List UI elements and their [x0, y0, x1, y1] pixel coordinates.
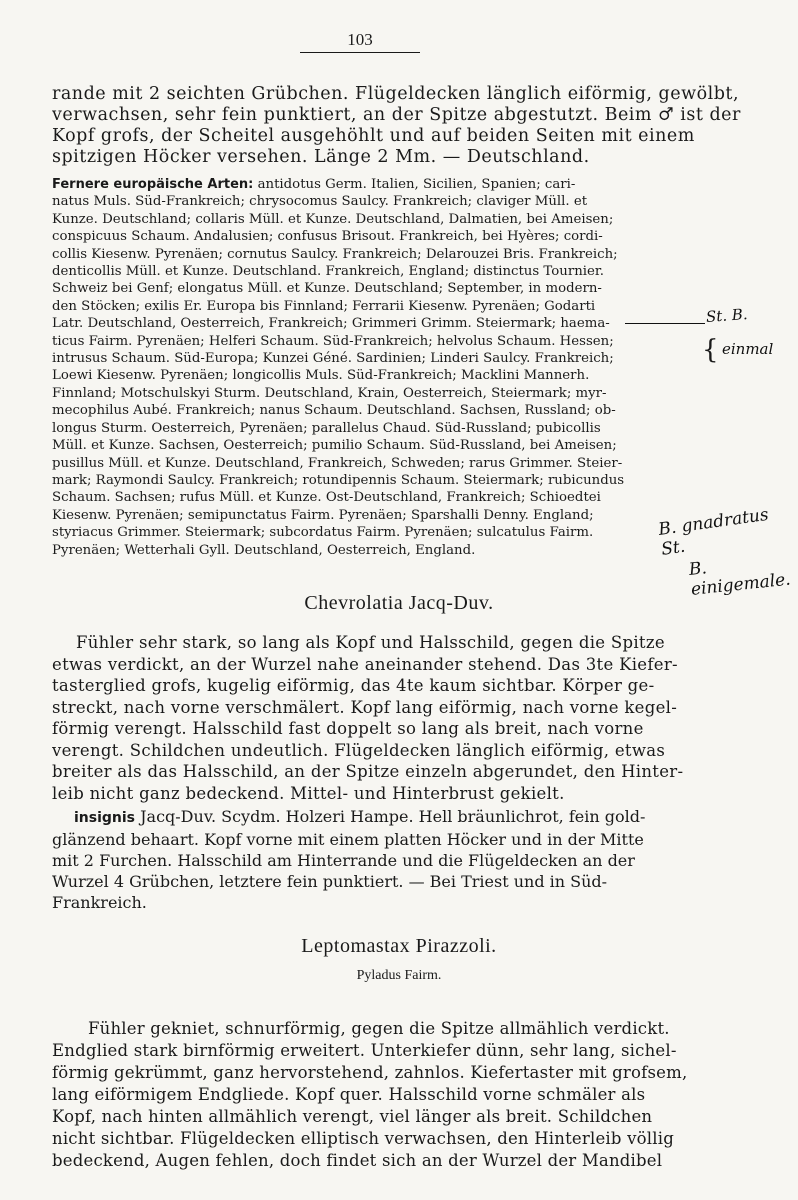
text-line: glänzend behaart. Kopf vorne mit einem platten Höcker und in der Mitte	[52, 830, 644, 849]
text-line: Endglied stark birnförmig erweitert. Unterkiefer dünn, sehr lang, sichel-	[52, 1041, 677, 1060]
synonym-line: Pyladus Fairm.	[356, 968, 442, 983]
text-line: pusillus Müll. et Kunze. Deutschland, Frankreich, Schweden; rarus Grimmer. Steier-	[52, 455, 623, 471]
paragraph-intro	[52, 84, 752, 168]
text-line: Loewi Kiesenw. Pyrenäen; longicollis Muls. Süd-Frankreich; Macklini Mannerh.	[52, 368, 590, 384]
text-line: Schaum. Sachsen; rufus Müll. et Kunze. Ost-Deutschland, Frankreich; Schioedtei	[52, 490, 601, 506]
text-line: Schweiz bei Genf; elongatus Müll. et Kunze. Deutschland; September, in modern-	[52, 281, 602, 297]
text-line: Latr. Deutschland, Oesterreich, Frankreich; Grimmeri Grimm. Steiermark; haema-	[52, 316, 610, 332]
text-line: spitzigen Höcker versehen. Länge 2 Mm. — Deutschland.	[52, 147, 590, 167]
handwritten-note: B. einigemale.	[687, 558, 792, 600]
text-line: Kiesenw. Pyrenäen; semipunctatus Fairm. Pyrenäen; Sparshalli Denny. England;	[52, 507, 594, 523]
handwritten-note: St. B.	[705, 305, 749, 326]
text-line: Frankreich.	[52, 893, 147, 912]
text-line: Kunze. Deutschland; collaris Müll. et Kunze. Deutschland, Dalmatien, bei Ameisen;	[52, 211, 614, 227]
text-line: förmig verengt. Halsschild fast doppelt so lang als breit, nach vorne	[52, 719, 644, 738]
section-heading-leptomastax: Leptomastax Pirazzoli.	[301, 935, 497, 957]
text-line: leib nicht ganz bedeckend. Mittel- und Hinterbrust gekielt.	[52, 783, 565, 803]
paragraph-leptomastax	[52, 1018, 752, 1172]
text-line: natus Muls. Süd-Frankreich; chrysocomus Saulcy. Frankreich; claviger Müll. et	[52, 194, 588, 210]
text-line: nicht sichtbar. Flügeldecken elliptisch verwachsen, den Hinterleib völlig	[52, 1129, 674, 1148]
section-heading-chevrolatia: Chevrolatia Jacq-Duv.	[304, 592, 494, 614]
page-number: 103	[300, 30, 420, 53]
text-line: Kopf grofs, der Scheitel ausgehöhlt und auf beiden Seiten mit einem	[52, 126, 695, 146]
text-line: denticollis Müll. et Kunze. Deutschland. Frankreich, England; distinctus Tournier.	[52, 264, 604, 280]
text-fragment: Jacq-Duv. Scydm. Holzeri Hampe. Hell bräunlichrot, fein gold-	[135, 807, 646, 826]
text-line: bedeckend, Augen fehlen, doch findet sich an der Wurzel der Mandibel	[52, 1151, 663, 1170]
text-line: verengt. Schildchen undeutlich. Flügeldecken länglich eiförmig, etwas	[52, 740, 666, 760]
text-line: mecophilus Aubé. Frankreich; nanus Schaum. Deutschland. Sachsen, Russland; ob-	[52, 403, 616, 419]
text-line: den Stöcken; exilis Er. Europa bis Finnland; Ferrarii Kiesenw. Pyrenäen; Godarti	[52, 298, 596, 314]
text-line: breiter als das Halsschild, an der Spitze einzeln abgerundet, den Hinter-	[52, 762, 684, 781]
handwritten-underline	[625, 323, 705, 324]
text-line: intrusus Schaum. Süd-Europa; Kunzei Géné. Sardinien; Linderi Saulcy. Frankreich;	[52, 351, 614, 367]
text-line: mark; Raymondi Saulcy. Frankreich; rotundipennis Schaum. Steiermark; rubicundus	[52, 472, 625, 488]
paragraph-chevrolatia	[52, 632, 752, 804]
text-line: longus Sturm. Oesterreich, Pyrenäen; parallelus Chaud. Süd-Russland; pubicollis	[52, 420, 601, 436]
text-line: Kopf, nach hinten allmählich verengt, viel länger als breit. Schildchen	[52, 1107, 653, 1126]
text-line: Wurzel 4 Grübchen, letztere fein punktiert. — Bei Triest und in Süd-	[52, 872, 608, 891]
text-line: collis Kiesenw. Pyrenäen; cornutus Saulcy. Frankreich; Delarouzei Bris. Frankreich;	[52, 246, 618, 262]
paragraph-species-list	[52, 176, 752, 559]
text-line: streckt, nach vorne verschmälert. Kopf lang eiförmig, nach vorne kegel-	[52, 697, 678, 717]
text-line: Finnland; Motschulskyi Sturm. Deutschland, Krain, Oesterreich, Steiermark; myr-	[52, 385, 607, 401]
handwritten-brace: {	[702, 335, 719, 365]
text-line: Fühler gekniet, schnurförmig, gegen die Spitze allmählich verdickt.	[88, 1019, 670, 1038]
species-list-heading: Fernere europäische Arten:	[52, 177, 254, 192]
text-line	[52, 806, 752, 829]
handwritten-note: einmal	[722, 340, 774, 358]
text-line: förmig gekrümmt, ganz hervorstehend, zahnlos. Kiefertaster mit grofsem,	[52, 1063, 688, 1082]
text-line: verwachsen, sehr fein punktiert, an der Spitze abgestutzt. Beim ♂ ist der	[52, 105, 741, 125]
text-line: tasterglied grofs, kugelig eiförmig, das 4te kaum sichtbar. Körper ge-	[52, 676, 655, 695]
handwritten-note: B. gnadratus St.	[657, 504, 770, 560]
text-line: Fühler sehr stark, so lang als Kopf und Halsschild, gegen die Spitze	[76, 633, 665, 652]
text-line: Pyrenäen; Wetterhali Gyll. Deutschland, Oesterreich, England.	[52, 542, 476, 558]
species-name: insignis	[74, 810, 136, 826]
text-line: conspicuus Schaum. Andalusien; confusus Brisout. Frankreich, bei Hyères; cordi-	[52, 229, 603, 245]
text-line: lang eiförmigem Endgliede. Kopf quer. Halsschild vorne schmäler als	[52, 1085, 646, 1104]
text-line: etwas verdickt, an der Wurzel nahe aneinander stehend. Das 3te Kiefer-	[52, 654, 678, 674]
text-line	[52, 176, 752, 193]
paragraph-insignis	[52, 806, 752, 913]
text-line: styriacus Grimmer. Steiermark; subcordatus Fairm. Pyrenäen; sulcatulus Fairm.	[52, 525, 594, 541]
text-line: Müll. et Kunze. Sachsen, Oesterreich; pumilio Schaum. Süd-Russland, bei Ameisen;	[52, 438, 617, 454]
text-line: mit 2 Furchen. Halsschild am Hinterrande und die Flügeldecken an der	[52, 851, 635, 870]
text-line: ticus Fairm. Pyrenäen; Helferi Schaum. Süd-Frankreich; helvolus Schaum. Hessen;	[52, 333, 614, 349]
text-fragment: antidotus Germ. Italien, Sicilien, Spanien; cari-	[253, 177, 576, 192]
text-line: rande mit 2 seichten Grübchen. Flügeldecken länglich eiförmig, gewölbt,	[52, 84, 740, 104]
